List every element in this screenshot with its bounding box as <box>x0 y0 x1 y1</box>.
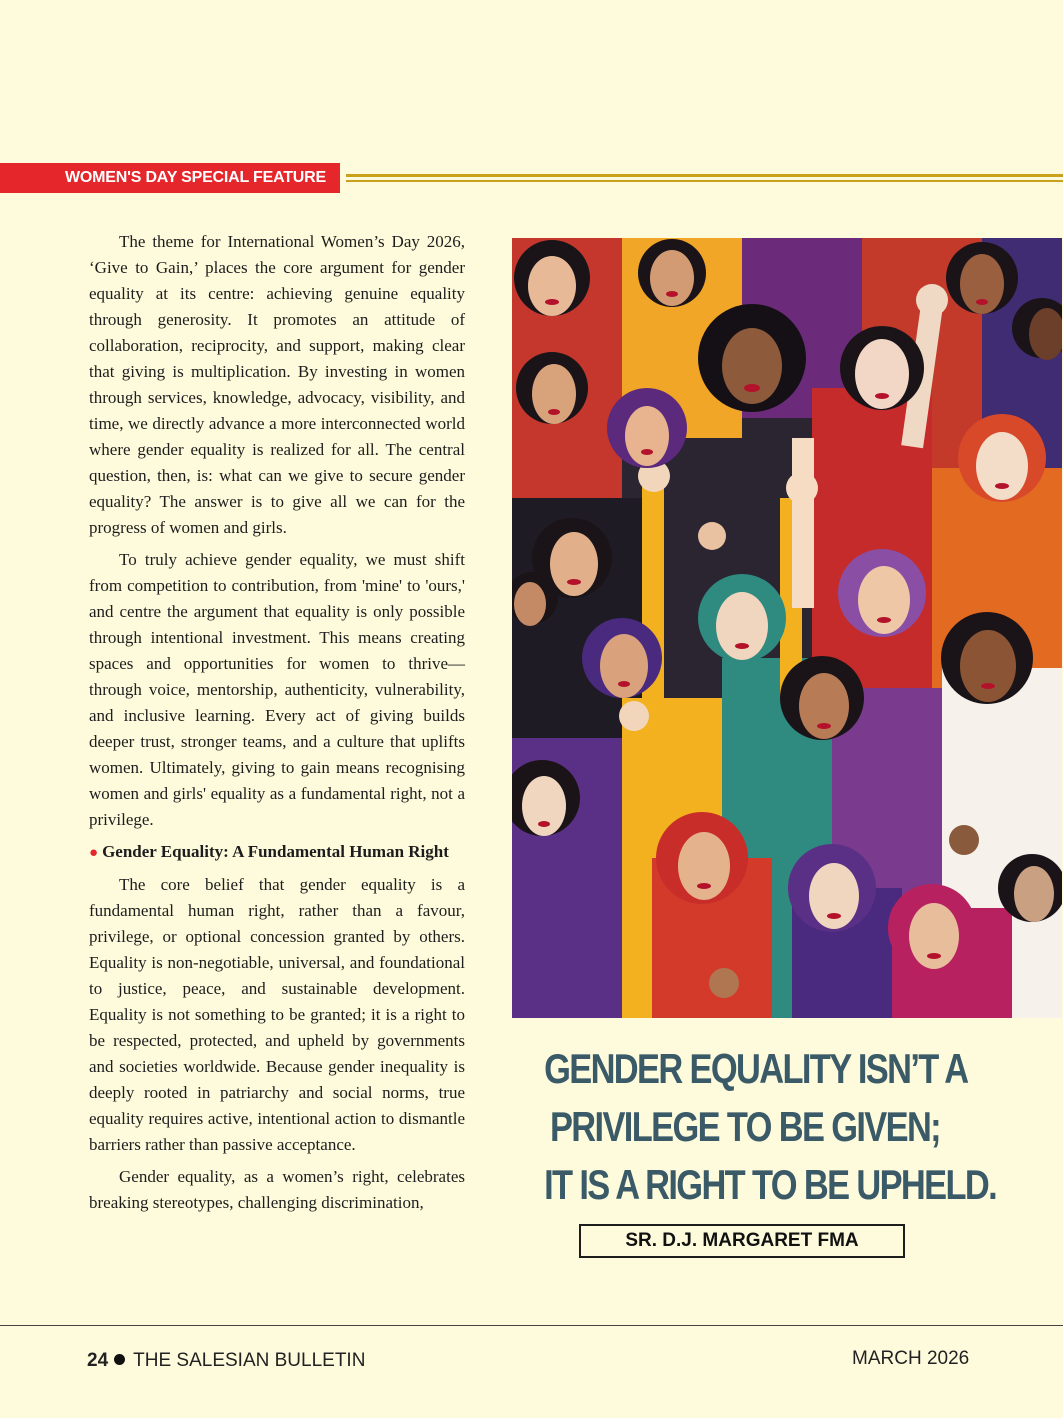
subheading-text: Gender Equality: A Fundamental Human Right <box>102 842 449 861</box>
paragraph: The core belief that gender equality is a fundamental human right, rather than a favour, privilege, or optional concession granted by others. Equality is non-negotiable, universal, and foundational to justice, peace, and sustainable development. Equality is not something to be granted; it is a right to be respected, protected, and upheld by governments and societies worldwide. Because gender inequality is deeply rooted in patriarchy and social norms, true equality requires active, intentional action to dismantle barriers rather than passive acceptance. <box>89 875 465 1154</box>
bullet-icon: ● <box>89 845 99 861</box>
article-body <box>89 229 465 1222</box>
illustration-women-raising-fists <box>512 238 1062 1018</box>
section-header <box>0 163 1063 193</box>
paragraph: To truly achieve gender equality, we must shift from competition to contribution, from 'mine' to 'ours,' and centre the argument that equality is only possible through intentional investment. This means creating spaces and opportunities for women to thrive—through voice, mentorship, authenticity, vulnerability, and inclusive learning. Every act of giving builds deeper trust, stronger teams, and a culture that uplifts women. Ultimately, giving to gain means recognising women and girls' equality as a fundamental right, not a privilege. <box>89 550 465 829</box>
publication-name: THE SALESIAN BULLETIN <box>133 1350 366 1371</box>
paragraph: The theme for International Women’s Day 2026, ‘Give to Gain,’ places the core argument for gender equality at its centre: achieving genuine equality through generosity. It promotes an attitude of collaboration, reciprocity, and support, making clear that giving is multiplication. By investing in women through services, knowledge, advocacy, visibility, and time, we directly advance a more interconnected world where gender equality is realized for all. The central question, then, is: what can we give to secure gender equality? The answer is to give all we can for the progress of women and girls. <box>89 232 465 537</box>
quote-author: SR. D.J. MARGARET FMA <box>579 1224 905 1258</box>
subheading <box>89 839 465 866</box>
bullet-icon <box>114 1354 125 1365</box>
paragraph: Gender equality, as a women’s right, celebrates breaking stereotypes, challenging discrimination, <box>89 1167 465 1212</box>
quote-line: PRIVILEGE TO BE GIVEN; <box>549 1103 941 1150</box>
page-number: 24 <box>87 1350 109 1371</box>
gold-rule <box>346 180 1063 182</box>
issue-date: MARCH 2026 <box>852 1348 970 1369</box>
gold-rule <box>346 174 1063 177</box>
quote-line: IT IS A RIGHT TO BE UPHELD. <box>544 1161 997 1208</box>
footer-rule <box>0 1325 1063 1326</box>
quote-line: GENDER EQUALITY ISN’T A <box>544 1045 968 1092</box>
pull-quote <box>500 1040 997 1214</box>
footer-left <box>87 1350 365 1372</box>
section-label: WOMEN'S DAY SPECIAL FEATURE <box>0 163 340 193</box>
